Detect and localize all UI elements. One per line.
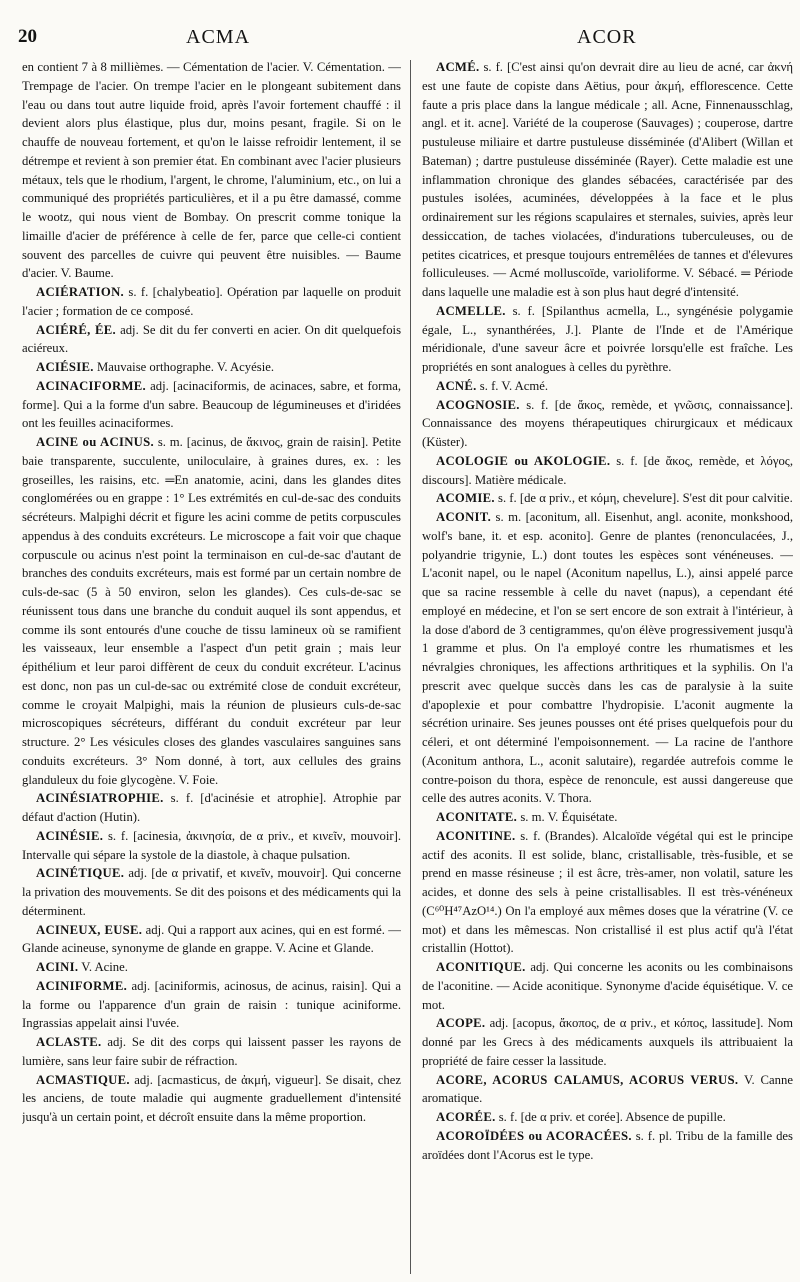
dictionary-entry: [422, 452, 793, 490]
dictionary-entry: [22, 789, 401, 827]
entry-body: s. m. V. Équisétate.: [520, 810, 618, 824]
entry-body: adj. [de α privatif, et κινεῖν, mouvoir]. Qui concerne la privation des mouvements. Se dit des poisons et des médicaments qui la déterminent.: [22, 866, 401, 918]
dictionary-entry: [422, 302, 793, 377]
entry-headword: ACMELLE.: [436, 303, 506, 318]
entry-body: V. Canne aromatique.: [422, 1072, 793, 1106]
entry-body: s. m. [acinus, de ἄκινος, grain de raisin]. Petite baie transparente, succulente, uniloculaire, à graines dures, ex. : les groseilles, les raisins, etc. ═En anatomie, acini, dans les glandes dites conglomérées ou en grappe : 1° Les extrémités en cul-de-sac des conduits sécréteurs. Malpighi décrit et figure les acini comme de petits corpuscules appendus à des conduits excréteurs. Le microscope a fait voir que chaque corpuscule ou acinus n'est point la terminaison en cul-de-sac d'autant de branches des conduits excréteurs, mais est formé par un certain nombre de culs-de-sac (5 à 50 environ, selon les glandes). Ces culs-de-sac se réunissent tous dans une branche du conduit auquel ils sont appendus, et comme ils sont entourés d'une couche de tissu lamineux où se ramifient les vaisseaux, leur ensemble a l'aspect d'un petit grain ; mais leur épithélium et leur paroi diffèrent de ceux du conduit excréteur. L'acinus est donc, non pas un cul-de-sac ou extrémité close de conduit excréteur, comme le croyait Malpighi, mais la réunion de plusieurs culs-de-sac microscopiques sécréteurs, différant du conduit excréteur par leur structure. 2° Les vésicules closes des glandes vasculaires sanguines sans conduits excréteurs. 3° Nom donné, à tort, aux cellules des grains glanduleux du foie glycogène. V. Foie.: [22, 435, 401, 787]
dictionary-entry: [22, 977, 401, 1033]
right-running-head: ACOR: [577, 26, 637, 48]
dictionary-entry: [22, 321, 401, 359]
entry-headword: ACINIFORME.: [36, 978, 128, 993]
entry-headword: ACLASTE.: [36, 1035, 102, 1049]
entry-headword: ACINACIFORME.: [36, 378, 146, 393]
entry-body: s. f. [Spilanthus acmella, L., syngénésie polygamie égale, L., synanthérées, J.]. Plante de l'Inde et de l'Amérique méridionale, d'une saveur âcre et poivrée lorsqu'elle est fraîche. Les propriétés en sont analogues à celles du pyrèthre.: [422, 303, 793, 374]
page-number: 20: [18, 26, 37, 47]
entry-headword: ACIÉRÉ, ÉE.: [36, 322, 116, 337]
entry-headword: ACMÉ.: [436, 60, 480, 74]
entry-headword: ACONITINE.: [436, 828, 516, 843]
dictionary-entry: [22, 58, 401, 283]
dictionary-entry: [422, 396, 793, 452]
dictionary-entry: [422, 58, 793, 302]
entry-headword: ACINÉTIQUE.: [36, 866, 125, 881]
entry-headword: ACONITATE.: [436, 810, 518, 824]
dictionary-entry: [22, 864, 401, 920]
entry-body: adj. Qui concerne les aconits ou les combinaisons de l'aconitine. — Acide aconitique. Synonyme d'acide équisétique. V. ce mot.: [422, 960, 793, 1012]
column-divider: [410, 60, 411, 1274]
entry-headword: ACOPE.: [436, 1016, 486, 1031]
dictionary-entry: [22, 433, 401, 789]
entry-body: adj. [acopus, ἄκοπος, de α priv., et κόπος, lassitude]. Nom donné par les Grecs à des médicaments auxquels ils attribuaient la propriété de faire cesser la lassitude.: [422, 1016, 793, 1068]
right-column: [422, 58, 793, 1274]
entry-body: s. f. [acinesia, ἀκινησία, de α priv., et κινεῖν, mouvoir]. Intervalle qui sépare la systole de la diastole, à chaque pulsation.: [22, 828, 401, 862]
entry-body: adj. [acinaciformis, de acinaces, sabre, et forma, forme]. Qui a la forme d'un sabre. Beaucoup de légumineuses et d'iridées ont les feuilles acinaciformes.: [22, 378, 401, 431]
entry-headword: ACONIT.: [436, 510, 492, 524]
entry-body: adj. Se dit des corps qui laissent passer les rayons de lumière, sans leur faire subir de réfraction.: [22, 1035, 401, 1068]
entry-body: en contient 7 à 8 millièmes. — Cémentation de l'acier. V. Cémentation. — Trempage de l'acier. On trempe l'acier en le plongeant subitement dans l'eau ou dans tout autre liquide froid, après l'avoir fortement chauffé : il devient alors plus élastique, plus dur, moins pesant, fragile. Si on le chauffe de nouveau fortement, et qu'on le laisse refroidir lentement, il se détrempe et revient à son premier état. En combinant avec l'acier plusieurs métaux, tels que le rhodium, l'argent, le chrome, l'aluminium, etc., on lui a communiqué des propriétés particulières, et il a pu être damassé, comme le wootz, qui nous vient de Bombay. On prescrit comme tonique la limaille d'acier de préférence à celle de fer, parce que celle-ci contient souvent des parcelles de cuivre qui peuvent être nuisibles. — Baume d'acier. V. Baume.: [22, 60, 401, 281]
dictionary-entry: [422, 827, 793, 958]
entry-body: s. f. [de ἄκος, remède, et γνῶσις, connaissance]. Connaissance des moyens thérapeutiques chirurgicaux et médicaux (Küster).: [422, 397, 793, 449]
entry-headword: ACONITIQUE.: [436, 960, 526, 974]
entry-body: adj. Qui a rapport aux acines, qui en est formé. — Glande acineuse, synonyme de glande en grappe. V. Acine et Glande.: [22, 922, 401, 956]
entry-headword: ACINE ou ACINUS.: [36, 435, 154, 449]
dictionary-entry: [422, 377, 793, 396]
entry-body: s. f. V. Acmé.: [479, 378, 549, 393]
entry-headword: ACOMIE.: [436, 491, 495, 506]
dictionary-entry: [22, 921, 401, 959]
entry-headword: ACOROÏDÉES ou ACORACÉES.: [436, 1128, 632, 1143]
entry-body: s. f. [C'est ainsi qu'on devrait dire au lieu de acné, car ἀκνή est une faute de copiste dans Aëtius, pour ἀκμή, efflorescence. Cette faute a pris place dans la langue médicale ; all. Acne, Finnenausschlag, angl. et it. acne]. Variété de la couperose (Sauvages) ; couperose, dartre pustuleuse miliaire et dartre pustuleuse disséminée (d'Alibert (Willan et Bateman) ; dartre pustuleuse disséminée (Rayer). Cette maladie est une inflammation chronique des glandes sébacées, caractérisée par des pustules isolées, acuminées, développées à la face et le plus ordinairement sur les régions scapulaires et sternales, suivies, après leur dessiccation, de taches violacées, d'indurations tuberculeuses, ou de petites cicatrices, et presque toujours entremêlées de tannes et d'élevures folliculeuses. — Acmé molluscoïde, varioliforme. V. Sébacé. ═ Période dans laquelle une maladie est à son plus haut degré d'intensité.: [422, 60, 793, 299]
dictionary-entry: [22, 958, 401, 977]
entry-headword: ACINEUX, EUSE.: [36, 922, 143, 937]
dictionary-entry: [22, 1071, 401, 1127]
entry-headword: ACNÉ.: [436, 378, 477, 393]
dictionary-entry: [422, 1127, 793, 1165]
running-header: [0, 26, 800, 56]
entry-headword: ACORE, ACORUS CALAMUS, ACORUS VERUS.: [436, 1072, 739, 1087]
dictionary-entry: [422, 1071, 793, 1109]
dictionary-entry: [422, 489, 793, 508]
entry-headword: ACIÉSIE.: [36, 360, 94, 374]
entry-headword: ACINÉSIE.: [36, 828, 104, 843]
dictionary-entry: [422, 508, 793, 808]
entry-body: s. f. [de ἄκος, remède, et λόγος, discours]. Matière médicale.: [422, 453, 793, 487]
entry-body: s. f. [d'acinésie et atrophie]. Atrophie par défaut d'action (Hutin).: [22, 791, 401, 824]
entry-headword: ACINI.: [36, 960, 79, 974]
entry-body: s. f. (Brandes). Alcaloïde végétal qui est le principe actif des aconits. Il est solide, blanc, cristallisable, très-fusible, et se prend en masse résineuse ; il est âcre, très-amer, non volatil, sature les acides, et donne des sels à peine cristallisables. Il est très-vénéneux (C⁶⁰H⁴⁷AzO¹⁴.) On l'a employé aux mêmes doses que la vératrine (V. ce mot) et dans les mêmescas. Non cristallisé il est plus actif qu'à l'état cristallin (Hottot).: [422, 828, 793, 956]
entry-body: adj. [acmasticus, de ἀκμή, vigueur]. Se disait, chez les anciens, de toute maladie qui augmente graduellement d'intensité jusqu'à un certain point, et décroît ensuite dans la même proportion.: [22, 1072, 401, 1124]
entry-body: Mauvaise orthographe. V. Acyésie.: [96, 360, 275, 374]
dictionary-entry: [422, 1014, 793, 1070]
dictionary-entry: [422, 958, 793, 1014]
entry-body: adj. Se dit du fer converti en acier. On dit quelquefois aciéreux.: [22, 322, 401, 356]
entry-headword: ACINÉSIATROPHIE.: [36, 791, 164, 806]
dictionary-entry: [22, 377, 401, 433]
entry-headword: ACOGNOSIE.: [436, 397, 520, 412]
entry-headword: ACIÉRATION.: [36, 285, 125, 299]
dictionary-entry: [22, 827, 401, 865]
entry-body: s. f. [de α priv. et corée]. Absence de pupille.: [498, 1110, 726, 1124]
dictionary-entry: [422, 1108, 793, 1127]
dictionary-entry: [22, 1033, 401, 1071]
dictionary-entry: [22, 358, 401, 377]
entry-body: s. f. pl. Tribu de la famille des aroïdées dont l'Acorus est le type.: [422, 1128, 793, 1162]
left-column: [22, 58, 401, 1274]
entry-headword: ACMASTIQUE.: [36, 1072, 130, 1087]
dictionary-entry: [22, 283, 401, 321]
entry-body: s. m. [aconitum, all. Eisenhut, angl. aconite, monkshood, wolf's bane, it. et esp. aconito]. Genre de plantes (renonculacées, J., polyandrie trigynie, L.) dont toutes les espèces sont vénéneuses. — L'aconit napel, ou le napel (Aconitum napellus, L.), ainsi appelé parce que sa racine ressemble à celle du navet (napus), a cependant été employé en médecine, et l'on se sert encore de son extrait à l'intérieur, à la dose d'abord de 3 centigrammes, qu'on élève progressivement jusqu'à 1 gramme et plus. On l'a employé contre les rhumatismes et les névralgies chroniques, les affections arthritiques et la syphilis. On l'a prescrit avec quelque succès dans les cas de paralysie à la suite d'apoplexie et pour combattre l'hydropisie. L'aconit augmente la sécrétion urinaire. Ses jeunes pousses ont été prises quelquefois pour du céleri, et ont déterminé l'empoisonnement. — La racine de l'anthore (Aconitum anthora, L., aconit salutaire), regardée autrefois comme le contre-poison du thora, espèce de renoncule, est aussi dangereuse que celle des autres aconits. V. Thora.: [422, 510, 793, 806]
entry-body: s. f. [de α priv., et κόμη, chevelure]. S'est dit pour calvitie.: [498, 491, 793, 506]
entry-headword: ACORÉE.: [436, 1110, 496, 1124]
entry-body: V. Acine.: [81, 960, 128, 974]
dictionary-entry: [422, 808, 793, 827]
entry-body: s. f. [chalybeatio]. Opération par laquelle on produit l'acier ; formation de ce composé.: [22, 285, 401, 318]
entry-headword: ACOLOGIE ou AKOLOGIE.: [436, 453, 611, 468]
left-running-head: ACMA: [186, 26, 251, 48]
entry-body: adj. [aciniformis, acinosus, de acinus, raisin]. Qui a la forme ou l'apparence d'un grain de raisin : tunique aciniforme. Ingrassias appelait ainsi l'uvée.: [22, 978, 401, 1031]
